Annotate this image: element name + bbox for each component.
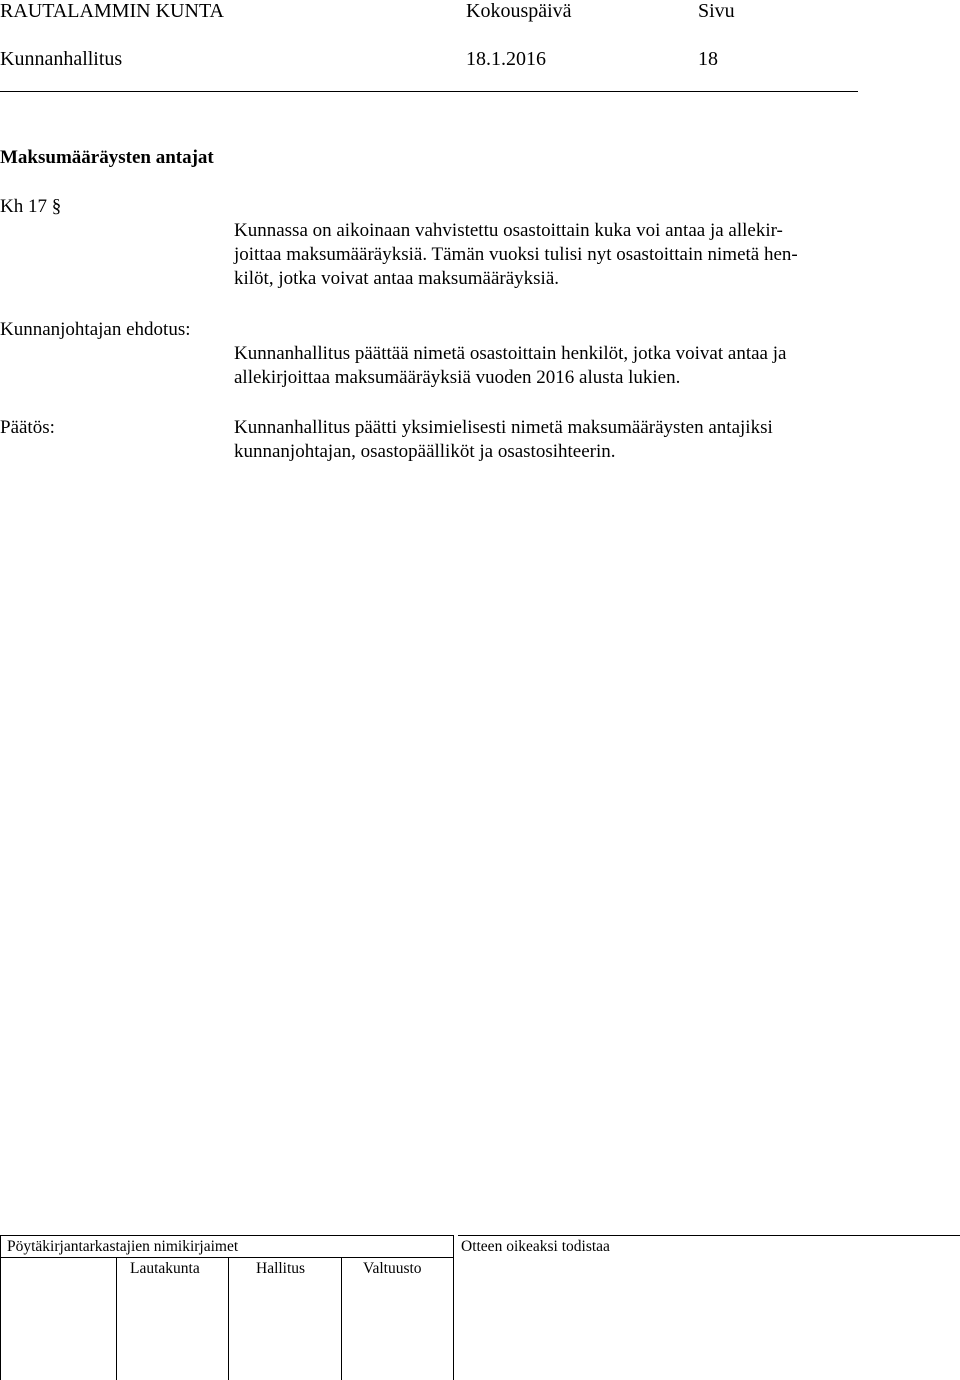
page-label: Sivu (698, 0, 735, 22)
column-hallitus: Hallitus (256, 1260, 306, 1277)
footer-vline (116, 1257, 117, 1380)
intro-paragraph (234, 219, 798, 291)
decision-line: Kunnanhallitus päätti yksimielisesti nimetä maksumääräysten antajiksi (234, 417, 773, 438)
intro-line: joittaa maksumääräyksiä. Tämän vuoksi tulisi nyt osastoittain nimetä hen- (234, 244, 798, 265)
header-rule (0, 91, 858, 92)
proposal-paragraph (234, 342, 786, 390)
meeting-date-label: Kokouspäivä (466, 0, 572, 22)
footer-top-rule-right (458, 1235, 960, 1236)
section-number-text: Kh 17 (0, 196, 47, 217)
initials-label: Pöytäkirjantarkastajien nimikirjaimet (7, 1238, 239, 1255)
footer-vline (0, 1235, 1, 1380)
body-name: Kunnanhallitus (0, 48, 123, 70)
page-title: Maksumääräysten antajat (0, 147, 214, 168)
column-lautakunta: Lautakunta (130, 1260, 200, 1277)
section-number (0, 195, 61, 219)
proposal-label: Kunnanjohtajan ehdotus: (0, 319, 191, 340)
paragraph-sign: § (51, 196, 62, 217)
proposal-line: allekirjoittaa maksumääräyksiä vuoden 2016 alusta lukien. (234, 367, 681, 388)
intro-line: Kunnassa on aikoinaan vahvistettu osastoittain kuka voi antaa ja allekir- (234, 220, 783, 241)
footer-vline (228, 1257, 229, 1380)
decision-label: Päätös: (0, 417, 55, 438)
decision-line: kunnanjohtajan, osastopäälliköt ja osastosihteerin. (234, 441, 616, 462)
meeting-date: 18.1.2016 (466, 48, 546, 70)
intro-line: kilöt, jotka voivat antaa maksumääräyksiä. (234, 268, 560, 289)
decision-paragraph (234, 416, 773, 464)
proposal-line: Kunnanhallitus päättää nimetä osastoittain henkilöt, jotka voivat antaa ja (234, 343, 787, 364)
page-number: 18 (698, 48, 718, 70)
municipality-name: RAUTALAMMIN KUNTA (0, 0, 225, 22)
certified-label: Otteen oikeaksi todistaa (461, 1238, 610, 1255)
footer-inner-rule (0, 1257, 453, 1258)
footer-top-rule-left (0, 1235, 453, 1236)
footer-vline (453, 1235, 454, 1380)
footer-vline (341, 1257, 342, 1380)
column-valtuusto: Valtuusto (363, 1260, 422, 1277)
